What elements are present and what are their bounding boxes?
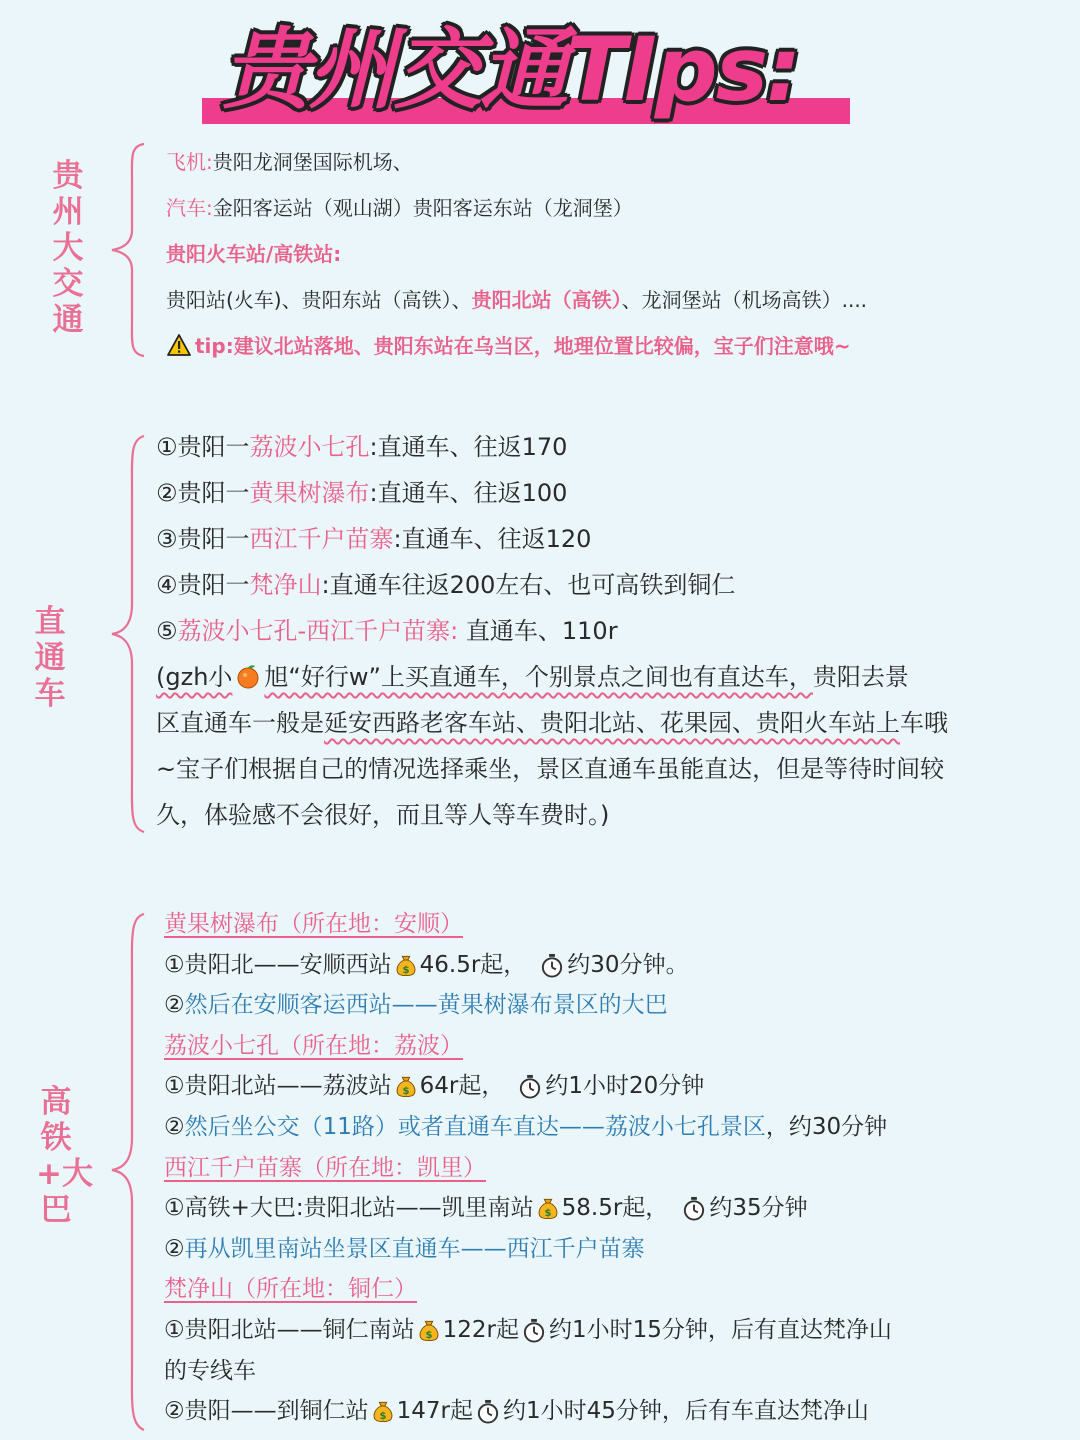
route-info: :直通车、往返170 <box>369 433 568 461</box>
item-number: ② <box>164 1235 185 1262</box>
route-prefix: ⑤ <box>156 617 178 645</box>
route-line <box>156 608 1056 654</box>
plane-label: 飞机: <box>166 150 213 174</box>
list-item <box>164 1229 1064 1270</box>
route-info: 直通车、110r <box>458 617 618 645</box>
route-text: ①贵阳北站——铜仁南站 <box>164 1316 415 1343</box>
section-label-rail-bus: 高铁+大巴 <box>36 1084 93 1228</box>
car-label: 汽车: <box>166 196 213 220</box>
stations-line <box>166 277 1046 323</box>
money-bag-icon <box>418 1318 440 1343</box>
train-label: 贵阳火车站/高铁站: <box>166 242 342 266</box>
stopwatch-icon <box>522 1318 546 1343</box>
group-head-libo: 荔波小七孔（所在地：荔波） <box>164 1032 463 1059</box>
list-item <box>164 1066 1064 1107</box>
route-line <box>156 516 1056 562</box>
note-1a: (gzh小 <box>156 663 233 691</box>
stations-a: 贵阳站(火车)、贵阳东站（高铁）、 <box>166 288 472 312</box>
route-prefix: ③贵阳一 <box>156 525 250 553</box>
list-item <box>164 1107 1064 1148</box>
note-2c: 车哦 <box>900 709 948 737</box>
stopwatch-icon <box>682 1196 706 1221</box>
route-place: 荔波小七孔 <box>249 433 370 461</box>
route-text: 然后在安顺客运西站——黄果树瀑布景区的大巴 <box>184 992 668 1019</box>
plane-line <box>166 139 1046 185</box>
price-text: 122r起 <box>442 1316 519 1343</box>
route-info: :直通车、往返120 <box>393 525 592 553</box>
route-text: 再从凯里南站坐景区直通车——西江千户苗寨 <box>184 1235 645 1262</box>
list-item <box>164 1310 1064 1351</box>
group-head-xijiang: 西江千户苗寨（所在地：凯里） <box>164 1154 486 1181</box>
duration-text: 约1小时45分钟，后有车直达梵净山 <box>502 1398 869 1425</box>
list-item <box>164 945 1064 986</box>
note-2a: 区直通车一般是 <box>156 709 324 737</box>
money-bag-icon <box>395 953 417 978</box>
price-text: 58.5r起， <box>561 1195 669 1222</box>
route-text: ①贵阳北——安顺西站 <box>164 951 392 978</box>
group-head-fanjingshan: 梵净山（所在地：铜仁） <box>164 1276 417 1303</box>
route-place: 梵净山 <box>249 571 322 599</box>
stopwatch-icon <box>476 1399 500 1424</box>
route-prefix: ①贵阳一 <box>156 433 250 461</box>
stations-c: 、龙洞堡站（机场高铁）.... <box>621 288 868 312</box>
tip-text: tip:建议北站落地、贵阳东站在乌当区，地理位置比较偏，宝子们注意哦~ <box>195 334 851 358</box>
item-number: ② <box>164 1113 185 1140</box>
list-item <box>164 1188 1064 1229</box>
brace-section2 <box>104 434 150 834</box>
price-text: 64r起， <box>419 1073 505 1100</box>
page-title: 贵州交通TIps: <box>222 18 800 121</box>
route-place: 荔波小七孔-西江千户苗寨: <box>177 617 459 645</box>
note-1c: 贵阳去景 <box>812 663 909 691</box>
car-text: 金阳客运站（观山湖）贵阳客运东站（龙洞堡） <box>212 196 633 220</box>
money-bag-icon <box>372 1399 394 1424</box>
route-line <box>156 470 1056 516</box>
route-place: 黄果树瀑布 <box>249 479 370 507</box>
route-prefix: ④贵阳一 <box>156 571 250 599</box>
section-rail-bus <box>164 904 1064 1432</box>
money-bag-icon <box>537 1196 559 1221</box>
route-info: :直通车往返200左右、也可高铁到铜仁 <box>321 571 736 599</box>
list-item <box>164 1391 1064 1432</box>
section-label-direct-bus: 直通车 <box>34 604 66 712</box>
list-item-continued: 的专线车 <box>164 1357 256 1384</box>
note-1b: 旭“好行w”上买直通车，个别景点之间也有直达车， <box>264 663 813 691</box>
brace-section1 <box>104 142 150 358</box>
item-number: ② <box>164 992 185 1019</box>
duration-text: 约1小时20分钟 <box>545 1073 705 1100</box>
route-line <box>156 562 1056 608</box>
note-2b: 延安西路老客车站、贵阳北站、花果园、贵阳火车站上 <box>324 709 900 737</box>
group-head-huangguoshu: 黄果树瀑布（所在地：安顺） <box>164 911 463 937</box>
note-line <box>156 700 1056 746</box>
orange-icon <box>235 663 261 689</box>
duration-text: 约30分钟。 <box>567 951 689 978</box>
duration-text: 约35分钟 <box>709 1195 808 1222</box>
brace-section3 <box>104 912 150 1432</box>
route-prefix: ②贵阳一 <box>156 479 250 507</box>
route-text: ②贵阳——到铜仁站 <box>164 1398 369 1425</box>
warning-icon <box>166 333 192 357</box>
price-text: 147r起 <box>396 1398 473 1425</box>
car-line <box>166 185 1046 231</box>
tip-line <box>166 323 1046 369</box>
section-label-transport: 贵州大交通 <box>52 158 84 338</box>
price-text: 46.5r起， <box>419 951 527 978</box>
list-item <box>164 985 1064 1026</box>
note-line: 久，体验感不会很好，而且等人等车费时。) <box>156 801 610 829</box>
route-place: 西江千户苗寨 <box>249 525 394 553</box>
stopwatch-icon <box>518 1074 542 1099</box>
stations-b: 贵阳北站（高铁） <box>471 288 622 312</box>
route-text: ①贵阳北站——荔波站 <box>164 1073 392 1100</box>
section-transport-hubs <box>166 139 1046 369</box>
plane-text: 贵阳龙洞堡国际机场、 <box>212 150 413 174</box>
money-bag-icon <box>395 1074 417 1099</box>
route-line <box>156 424 1056 470</box>
note-line <box>156 654 1056 700</box>
duration-text: 约1小时15分钟，后有直达梵净山 <box>548 1316 892 1343</box>
title-banner <box>200 18 852 128</box>
section-direct-bus <box>156 424 1056 838</box>
stopwatch-icon <box>540 953 564 978</box>
route-info: :直通车、往返100 <box>369 479 568 507</box>
duration-text: ，约30分钟 <box>765 1113 888 1140</box>
route-text: 然后坐公交（11路）或者直通车直达——荔波小七孔景区 <box>184 1113 766 1140</box>
note-line: ~宝子们根据自己的情况选择乘坐，景区直通车虽能直达，但是等待时间较 <box>156 755 945 783</box>
route-text: ①高铁+大巴:贵阳北站——凯里南站 <box>164 1195 534 1222</box>
